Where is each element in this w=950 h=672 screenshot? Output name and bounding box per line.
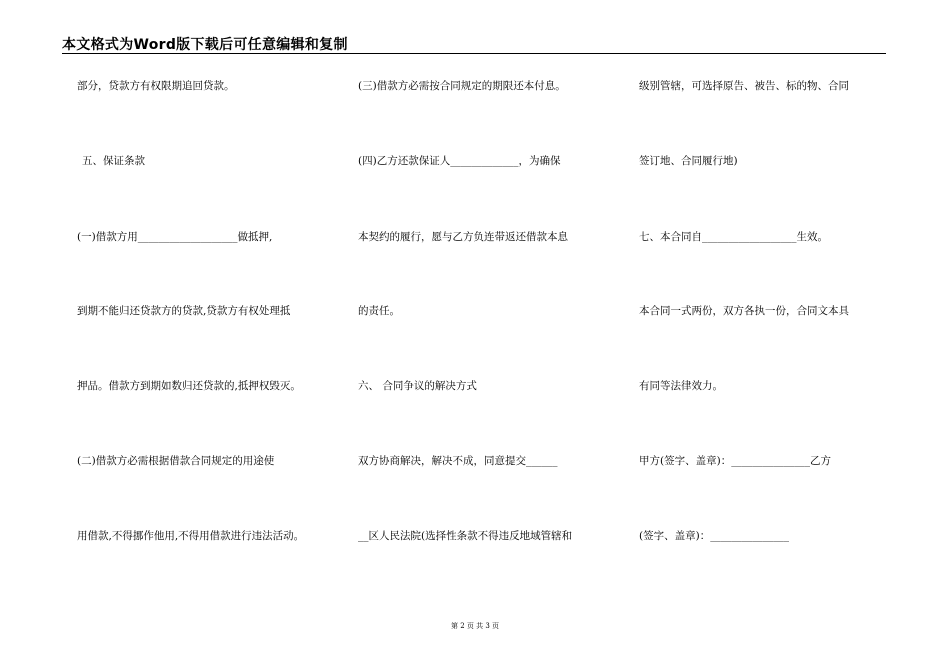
text-line: 本合同一式两份，双方各执一份，合同文本具: [639, 305, 849, 317]
text-line: (四)乙方还款保证人_____________，为确保: [358, 155, 561, 167]
text-line: 部分，贷款方有权限期追回贷款。: [77, 80, 235, 92]
page-number: 第 2 页 共 3 页: [450, 622, 500, 630]
text-line: 本契约的履行，愿与乙方负连带返还借款本息: [358, 231, 568, 243]
page-header: [62, 32, 886, 54]
text-line: 六、 合同争议的解决方式: [358, 380, 477, 392]
text-line: 用借款,不得挪作他用,不得用借款进行违法活动。: [77, 530, 305, 542]
text-line: 甲方(签字、盖章)：_______________乙方: [639, 455, 831, 467]
text-line: (签字、盖章)：_______________: [639, 530, 789, 542]
text-line: 签订地、合同履行地): [639, 155, 738, 167]
text-line: __区人民法院(选择性条款不得违反地域管辖和: [358, 530, 573, 542]
text-line: (二)借款方必需根据借款合同规定的用途使: [77, 455, 275, 467]
text-line: 五、保证条款: [82, 155, 145, 167]
text-line: 双方协商解决，解决不成，同意提交______: [358, 455, 558, 467]
header-title: 本文格式为Word版下载后可任意编辑和复制: [62, 37, 348, 53]
text-line: (三)借款方必需按合同规定的期限还本付息。: [358, 80, 566, 92]
text-line: 有同等法律效力。: [639, 380, 723, 392]
text-line: (一)借款方用___________________做抵押,: [77, 231, 273, 243]
text-line: 级别管辖，可选择原告、被告、标的物、合同: [639, 80, 849, 92]
text-line: 押品。借款方到期如数归还贷款的,抵押权毁灭。: [77, 380, 301, 392]
text-line: 的责任。: [358, 305, 400, 317]
text-line: 到期不能归还贷款方的贷款,贷款方有权处理抵: [77, 305, 291, 317]
text-line: 七、本合同自__________________生效。: [639, 231, 828, 243]
